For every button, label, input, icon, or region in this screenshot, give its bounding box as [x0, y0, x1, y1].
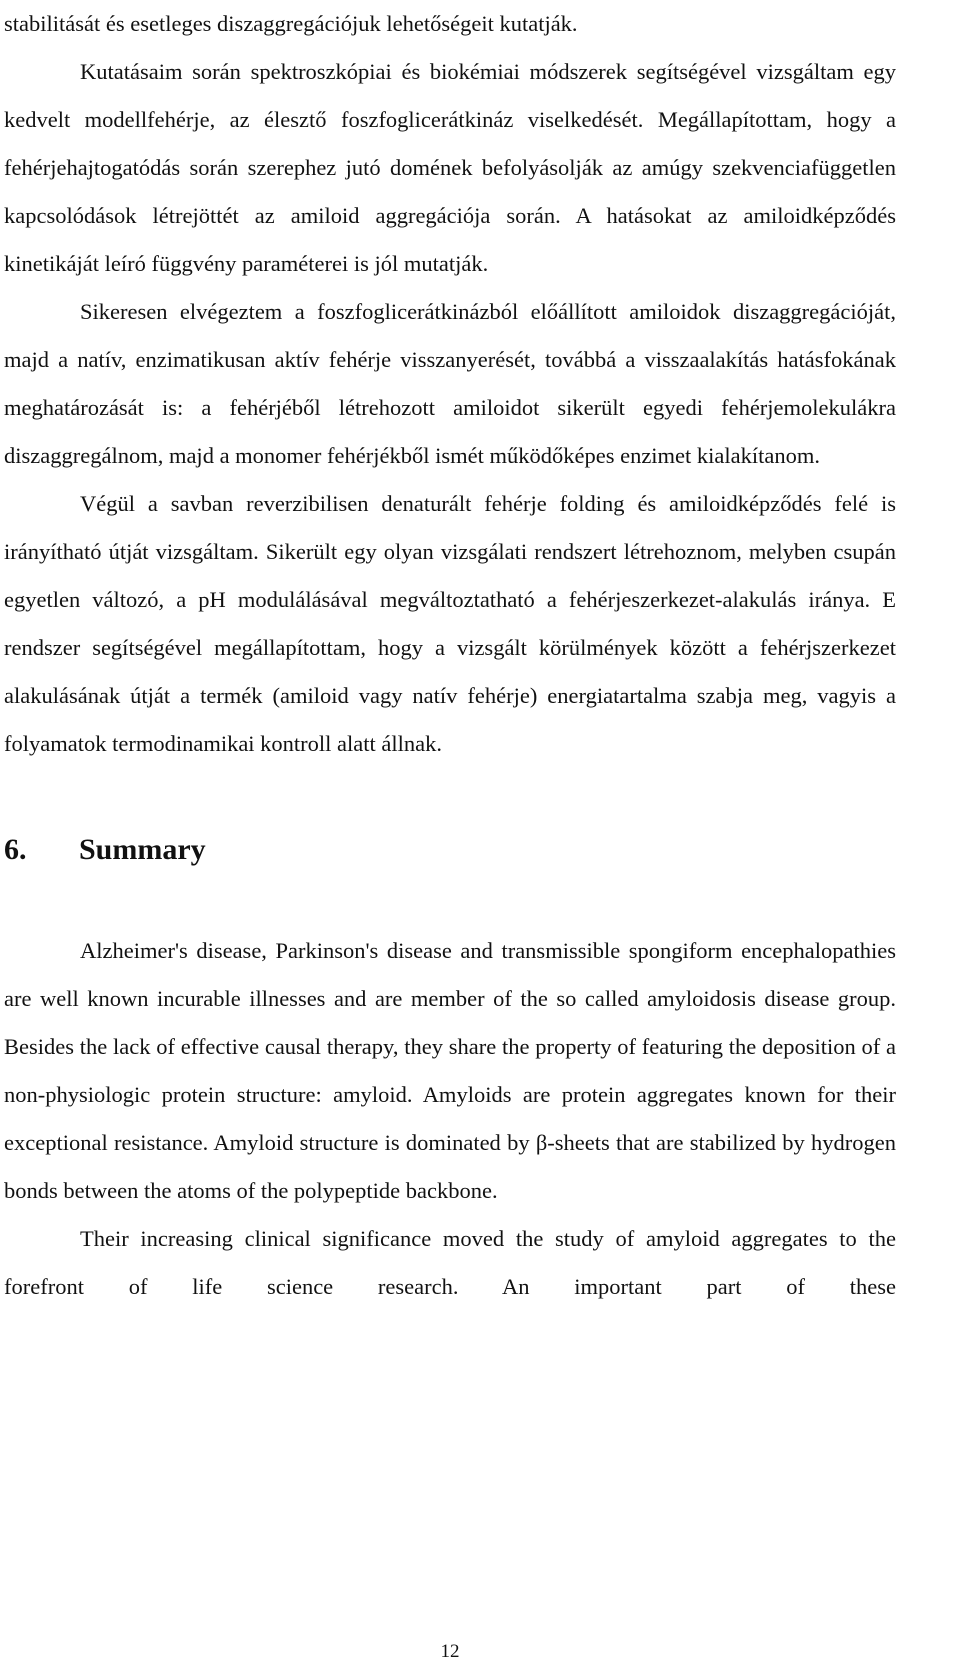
section-heading — [4, 826, 896, 874]
paragraph-continuation: stabilitását és esetleges diszaggregációjuk lehetőségeit kutatják. — [4, 11, 578, 36]
paragraph-disaggregation: Sikeresen elvégeztem a foszfoglicerátkinázból előállított amiloidok diszaggregációját, majd a natív, enzimatikusan aktív fehérje visszanyerését, továbbá a visszaalakítás hatásfokának meghatározását is: a fehérjéből létrehozott amiloidot sikerült egyedi fehérjemolekulákra diszaggregálnom, majd a monomer fehérjékből ismét működőképes enzimet kialakítanom. — [4, 299, 896, 468]
page-number: 12 — [440, 1641, 460, 1662]
paragraph-summary-intro: Alzheimer's disease, Parkinson's disease and transmissible spongiform encephalopathies are well known incurable illnesses and are member of the so called amyloidosis disease group. Besides the lack of effective causal therapy, they share the property of featuring the deposition of a non-physiologic protein structure: amyloid. Amyloids are protein aggregates known for their exceptional resistance. Amyloid structure is dominated by β-sheets that are stabilized by hydrogen bonds between the atoms of the polypeptide backbone. — [4, 938, 896, 1203]
document-page — [4, 0, 896, 1311]
section-title: Summary — [79, 833, 206, 866]
heading-spacer — [4, 874, 896, 927]
paragraph-summary-significance: Their increasing clinical significance moved the study of amyloid aggregates to the forefront of life science research. An important part of these — [4, 1226, 896, 1299]
paragraph-research-pgk: Kutatásaim során spektroszkópiai és biokémiai módszerek segítségével vizsgáltam egy kedvelt modellfehérje, az élesztő foszfoglicerátkináz viselkedését. Megállapítottam, hogy a fehérjehajtogatódás során szerephez jutó domének befolyásolják az amúgy szekvenciafüggetlen kapcsolódások létrejöttét az amiloid aggregációja során. A hatásokat az amiloidképződés kinetikáját leíró függvény paraméterei is jól mutatják. — [4, 59, 896, 276]
section-number: 6. — [4, 833, 27, 866]
paragraph-ph-folding: Végül a savban reverzibilisen denaturált fehérje folding és amiloidképződés felé is irányítható útját vizsgáltam. Sikerült egy olyan vizsgálati rendszert létrehoznom, melyben csupán egyetlen változó, a pH modulálásával megváltoztatható a fehérjeszerkezet-alakulás iránya. E rendszer segítségével megállapítottam, hogy a vizsgált körülmények között a fehérjszerkezet alakulásának útját a termék (amiloid vagy natív fehérje) energiatartalma szabja meg, vagyis a folyamatok termodinamikai kontroll alatt állnak. — [4, 491, 896, 756]
